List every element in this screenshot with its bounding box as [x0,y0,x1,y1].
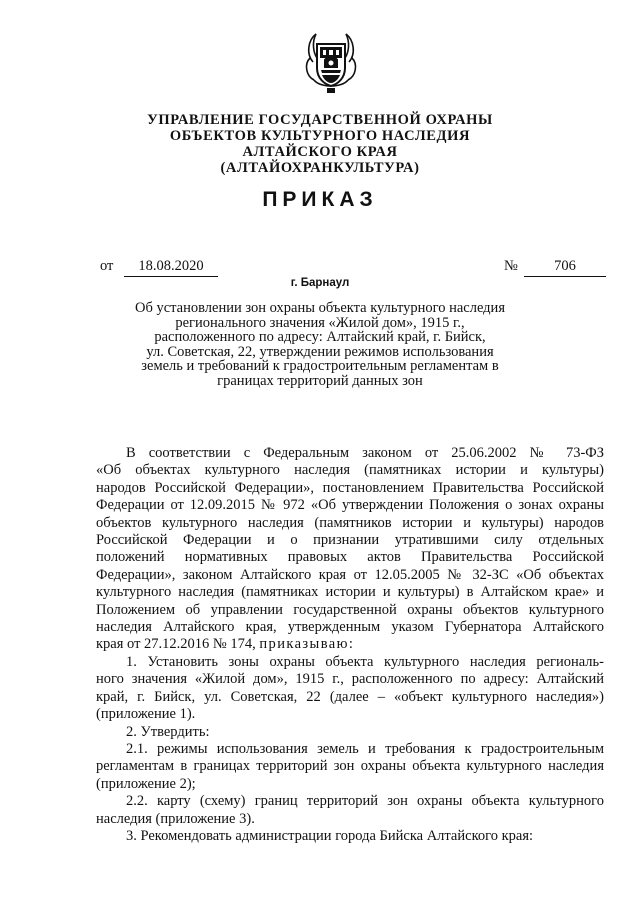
item-1-line: край, г. Бийск, ул. Советская, 22 (далее – «объект культурного наследия») [96,688,604,705]
order-body [96,445,604,845]
item-1-line: 1. Установить зоны охраны объекта культурного наследия региональ- [126,653,604,670]
number-label: № [504,258,518,274]
preamble-line: «Об объектах культурного наследия (памятниках истории и культуры) [96,462,604,479]
item-2-1-line: 2.1. режимы использования земель и требования к градостроительным [126,740,604,757]
preamble-line: В соответствии с Федеральным законом от 25.06.2002 № 73-ФЗ [126,445,604,461]
order-subject [0,301,640,388]
coat-of-arms-emblem [300,28,362,98]
item-3: 3. Рекомендовать администрации города Бийска Алтайского края: [126,827,534,844]
subject-line: Об установлении зон охраны объекта культурного наследия [135,300,505,316]
subject-line: ул. Советская, 22, утверждении режимов использования [146,343,494,360]
document-type-title: ПРИКАЗ [262,188,378,211]
subject-line: расположенного по адресу: Алтайский край, г. Бийск, [154,329,486,345]
preamble-line: положений нормативных правовых актов Правительства Российской [96,549,604,566]
item-1-line: ного значения «Жилой дом», 1915 г., расположенного по адресу: Алтайский [96,671,604,688]
order-date: 18.08.2020 [124,258,218,277]
subject-line: земель и требований к градостроительным регламентам в [141,358,499,374]
order-number: 706 [524,258,606,277]
city: г. Барнаул [290,277,350,289]
org-line-1: УПРАВЛЕНИЕ ГОСУДАРСТВЕННОЙ ОХРАНЫ [147,112,493,128]
item-2-2-line: наследия (приложение 3). [96,810,255,827]
preamble-end: края от 27.12.2016 № 174, [96,636,256,653]
preamble-line: Российской Федерации и о признании утратившими силу отдельных [96,532,604,549]
item-2-1-line: регламентам в границах территорий зон охраны объекта культурного наследия [96,758,604,775]
order-word: приказываю: [259,636,355,653]
preamble-line: культурного наследия (памятниках истории и культуры) в Алтайском крае» и [96,584,604,601]
item-2-1-line: (приложение 2); [96,775,196,792]
date-label: от [100,258,114,274]
preamble-line: наследия Алтайского края, утвержденным указом Губернатора Алтайского [96,619,604,636]
preamble-line: народов Российской Федерации», постановлением Правительства Российской [96,479,604,496]
org-line-2: ОБЪЕКТОВ КУЛЬТУРНОГО НАСЛЕДИЯ [169,128,471,144]
org-line-3: АЛТАЙСКОГО КРАЯ [242,144,398,160]
date-number-line [100,258,610,278]
preamble-final-line [96,636,604,653]
preamble-line: объектов культурного наследия (памятников истории и культуры) народов [96,514,604,531]
org-line-4: (АЛТАЙОХРАНКУЛЬТУРА) [220,160,420,176]
preamble-line: Положением об управлении государственной охраны объектов культурного [96,601,604,618]
preamble-line: Федерации от 12.09.2015 № 972 «Об утверждении Положения о зонах охраны [96,497,604,514]
preamble-line: Федерации», законом Алтайского края от 12.05.2005 № 32-ЗС «Об объектах [96,566,604,583]
item-2: 2. Утвердить: [126,723,210,740]
subject-line: регионального значения «Жилой дом», 1915 г., [175,314,465,331]
organization-name [0,112,640,176]
subject-line: границах территорий данных зон [217,372,423,389]
item-1-line: (приложение 1). [96,706,196,723]
item-2-2-line: 2.2. карту (схему) границ территорий зон охраны объекта культурного [126,793,604,810]
